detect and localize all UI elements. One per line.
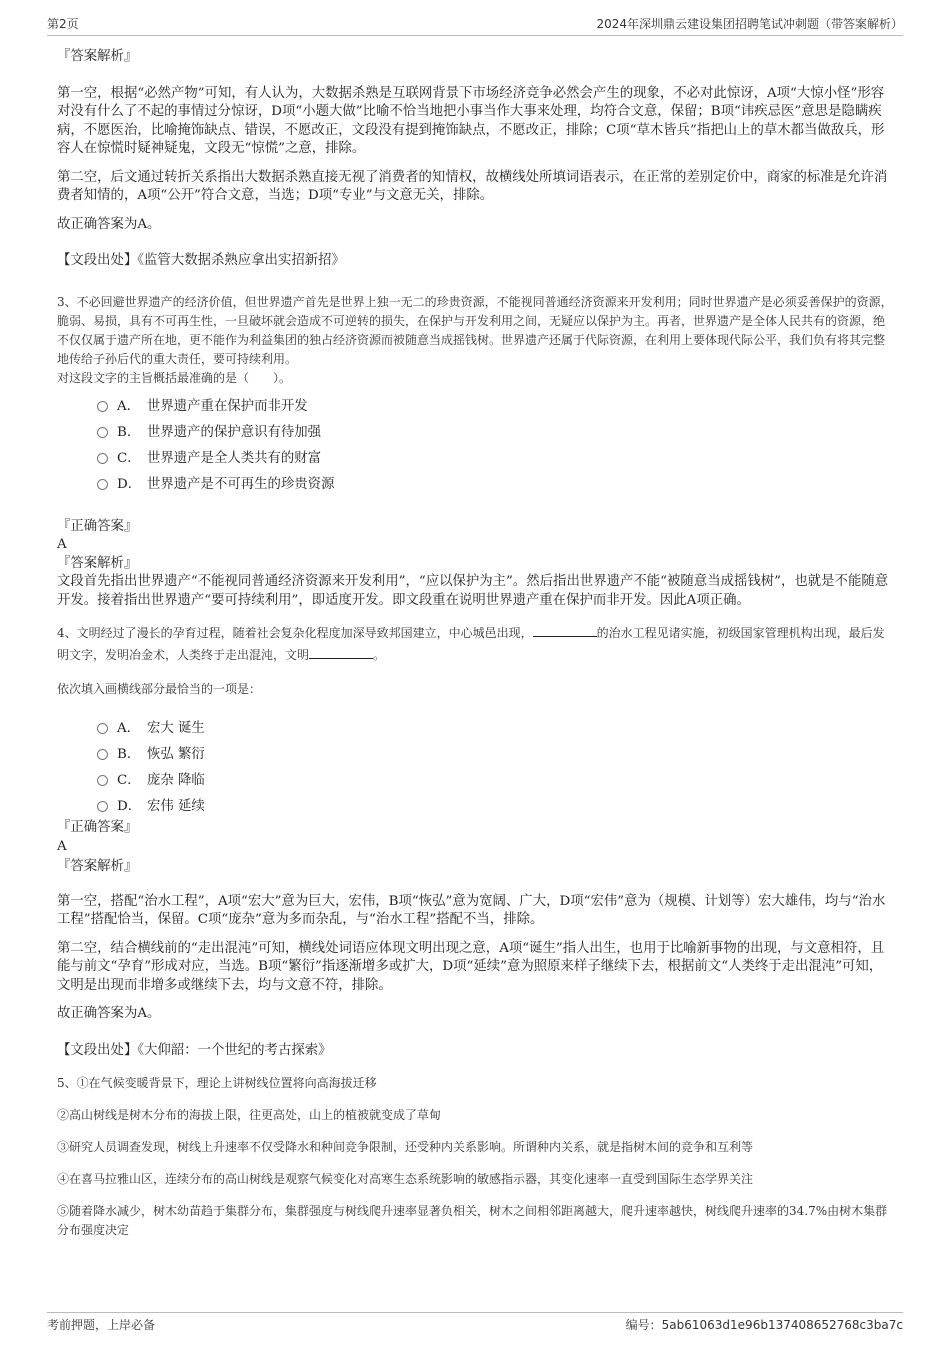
radio-icon[interactable] [97,453,108,464]
page-header [47,12,903,36]
q3-answer-label: 『正确答案』 [57,518,138,534]
q4-conclusion: 故正确答案为A。 [57,1006,161,1021]
q4-question: 依次填入画横线部分最恰当的一项是： [57,682,262,696]
q3-answer: A [57,537,67,552]
page-number: 第2页 [47,17,79,31]
q4-answer: A [57,838,67,854]
blank-1 [533,624,597,637]
q3-stem: 3、不必回避世界遗产的经济价值，但世界遗产首先是世界上独一无二的珍贵资源，不能视同普通经济资源来开发利用；同时世界遗产是必须妥善保护的资源，脆弱、易损，具有不可再生性，一旦破坏就会造成不可逆转的损失，在保护与开发利用之间，无疑应以保护为主。再者，世界遗产是全体人民共有的资源，绝不仅仅属于遗产所在地，更不能作为利益集团的独占经济资源而被随意当成摇钱树。世界遗产还属于代际资源，在利用上要体现代际公平，我们负有将其完整地传给子孙后代的重大责任，要可持续利用。 [57,294,893,366]
q4-answer-label: 『正确答案』 [57,820,138,835]
q5-sentence-5: ⑤随着降水减少，树木幼苗趋于集群分布，集群强度与树线爬升速率显著负相关，树木之间相邻距离越大，爬升速率越快，树线爬升速率的34.7%由树木集群分布强度决定 [57,1204,888,1237]
q3-option-a[interactable]: A． 世界遗产重在保护而非开发 [97,392,895,418]
q3-option-c[interactable]: C． 世界遗产是全人类共有的财富 [97,444,895,470]
q2-conclusion: 故正确答案为A。 [57,216,161,232]
q2-analysis-label: 『答案解析』 [57,49,138,64]
q3-option-d[interactable]: D． 世界遗产是不可再生的珍贵资源 [97,470,895,496]
page-footer [47,1312,903,1336]
radio-icon[interactable] [97,801,108,812]
q5-sentence-3: ③研究人员调查发现，树线上升速率不仅受降水和种间竞争限制，还受种内关系影响。所谓种内关系，就是指树木间的竞争和互利等 [57,1140,754,1154]
document-body [57,44,895,1240]
radio-icon[interactable] [97,723,108,734]
q4-option-c[interactable]: C． 庞杂 降临 [97,765,895,791]
q3-analysis-label: 『答案解析』 [57,555,138,571]
q4-option-d[interactable]: D． 宏伟 延续 [97,791,895,817]
radio-icon[interactable] [97,749,108,760]
q4-option-b[interactable]: B． 恢弘 繁衍 [97,739,895,765]
footer-slogan: 考前押题，上岸必备 [47,1318,156,1332]
q4-options [57,713,895,817]
q4-analysis-p2: 第二空，结合横线前的“走出混沌”可知，横线处词语应体现文明出现之意，A项“诞生”指人出生，也用于比喻新事物的出现，与文意相符，且能与前文“孕育”形成对应，当选。B项“繁衍”指逐渐增多或扩大，D项“延续”意为照原来样子继续下去，根据前文“人类终于走出混沌”可知，文明是出现而非增多或继续下去，均与文意不符，排除。 [57,940,885,993]
q3-option-b[interactable]: B． 世界遗产的保护意识有待加强 [97,418,895,444]
q2-analysis-p1: 第一空，根据“必然产物”可知，有人认为，大数据杀熟是互联网背景下市场经济竞争必然会产生的现象，不必对此惊讶，A项“大惊小怪”形容对没有什么了不起的事情过分惊讶，D项“小题大做”比喻不恰当地把小事当作大事来处理，均符合文意，保留；B项“讳疾忌医”意思是隐瞒疾病，不愿医治，比喻掩饰缺点、错误，不愿改正，文段没有提到掩饰缺点，不愿改正，排除；C项“草木皆兵”指把山上的草木都当做敌兵，形容人在惊慌时疑神疑鬼，文段无“惊慌”之意，排除。 [57,85,885,156]
q2-source: 【文段出处】《监管大数据杀熟应拿出实招新招》 [57,253,345,268]
radio-icon[interactable] [97,479,108,490]
q4-source: 【文段出处】《大仰韶：一个世纪的考古探索》 [57,1042,332,1058]
radio-icon[interactable] [97,427,108,438]
q3-question: 对这段文字的主旨概括最准确的是（ ）。 [57,370,292,385]
blank-2 [309,646,373,659]
radio-icon[interactable] [97,401,108,412]
q3-analysis: 文段首先指出世界遗产“不能视同普通经济资源来开发利用”，“应以保护为主”。然后指出世界遗产不能“被随意当成摇钱树”，也就是不能随意开发。接着指出世界遗产“要可持续利用”，即适度开发。即文段重在说明世界遗产重在保护而非开发。因此A项正确。 [57,574,889,608]
q4-option-a[interactable]: A． 宏大 诞生 [97,713,895,739]
q3-options [57,392,895,496]
q5-sentence-1: 5、①在气候变暖背景下，理论上讲树线位置将向高海拔迁移 [57,1076,377,1090]
q5-sentence-4: ④在喜马拉雅山区，连续分布的高山树线是观察气候变化对高寒生态系统影响的敏感指示器，其变化速率一直受到国际生态学界关注 [57,1172,754,1186]
q2-analysis-p2: 第二空，后文通过转折关系指出大数据杀熟直接无视了消费者的知情权，故横线处所填词语表示，在正常的差别定价中，商家的标准是允许消费者知情的，A项“公开”符合文意，当选；D项“专业”与文意无关，排除。 [57,169,888,203]
document-id: 编号：5ab61063d1e96b137408652768c3ba7c [625,1318,903,1332]
q5-sentence-2: ②高山树线是树木分布的海拔上限，往更高处，山上的植被就变成了草甸 [57,1108,442,1122]
document-title: 2024年深圳鼎云建设集团招聘笔试冲刺题（带答案解析） [596,17,903,31]
q4-analysis-label: 『答案解析』 [57,859,138,874]
radio-icon[interactable] [97,775,108,786]
q4-analysis-p1: 第一空，搭配“治水工程”，A项“宏大”意为巨大，宏伟，B项“恢弘”意为宽阔、广大，D项“宏伟”意为（规模、计划等）宏大雄伟，均与“治水工程”搭配恰当，保留。C项“庞杂”意为多而杂乱，与“治水工程”搭配不当，排除。 [57,893,886,927]
q4-stem: 4、文明经过了漫长的孕育过程，随着社会复杂化程度加深导致邦国建立，中心城邑出现， 的治水工程见诸实施，初级国家管理机构出现，最后发明文字，发明冶金术，人类终于走出混沌，文明 。 [57,626,885,662]
